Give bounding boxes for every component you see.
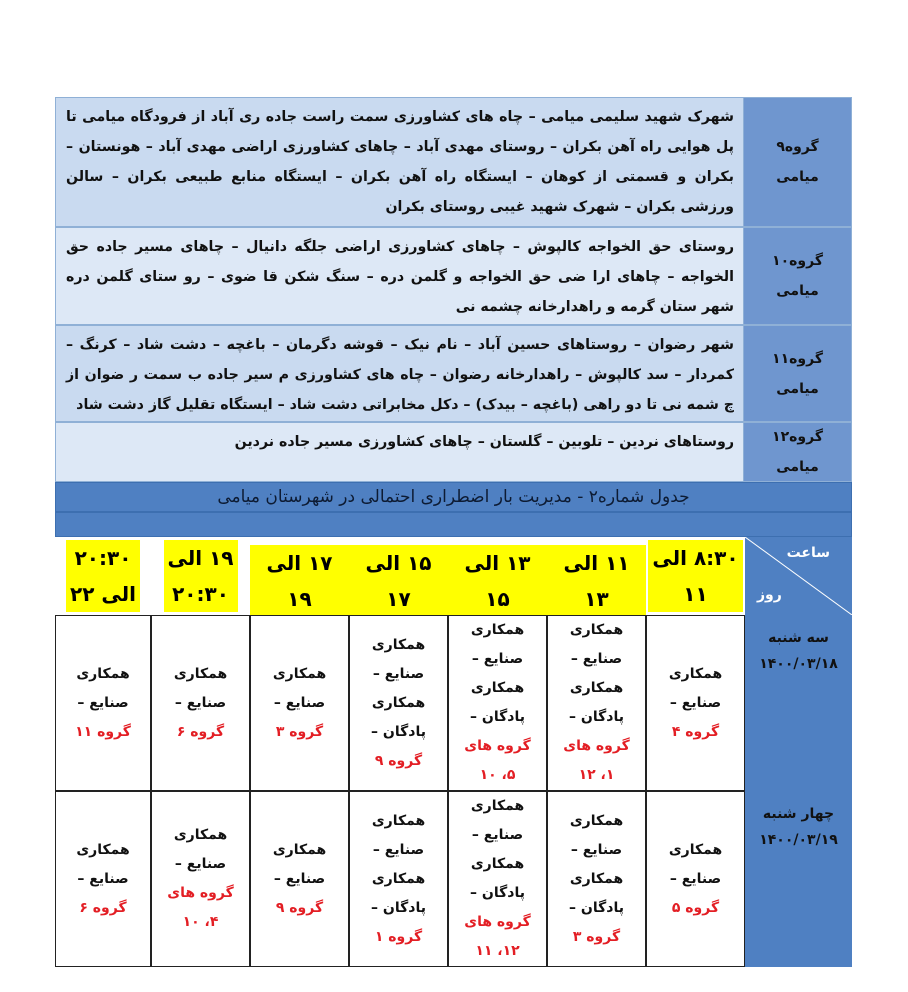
schedule-cell: [250, 791, 349, 967]
cell-group-assignment: ۵، ۱۰: [479, 767, 516, 783]
cell-line: پادگان –: [371, 899, 426, 916]
cell-group-assignment: ۴، ۱۰: [182, 914, 219, 930]
schedule-cell: [547, 615, 646, 791]
cell-line: همکاری: [668, 841, 723, 858]
day-wednesday-name: چهار شنبه: [762, 806, 835, 822]
schedule-cell: [151, 791, 250, 967]
schedule-cell: [250, 615, 349, 791]
cell-line: همکاری: [569, 812, 624, 829]
cell-line: پادگان –: [371, 723, 426, 740]
schedule-cell: [151, 615, 250, 791]
cell-line: همکاری: [76, 665, 130, 682]
group-11-city: میامی: [776, 380, 819, 397]
day-tuesday: [745, 615, 852, 791]
cell-line: صنایع –: [174, 694, 227, 711]
cell-line: همکاری: [173, 827, 228, 843]
cell-line: همکاری: [371, 870, 426, 887]
cell-group-assignment: گروه ۹: [374, 752, 423, 769]
cell-line: همکاری: [569, 870, 624, 887]
time-header-7-line1: ۲۰:۳۰: [74, 546, 132, 570]
schedule-cell: [349, 615, 448, 791]
cell-line: همکاری: [371, 812, 426, 829]
table-title: جدول شماره۲ - مدیریت بار اضطراری احتمالی در شهرستان میامی: [55, 482, 852, 512]
time-header-1: [646, 537, 745, 615]
cell-line: پادگان –: [470, 709, 525, 725]
group-9-areas: شهرک شهید سلیمی میامی – چاه های کشاورزی سمت راست جاده ری آباد از فرودگاه میامی تا پل هوایی راه آهن بکران – روستای مهدی آباد – چاهای کشاورزی اراضی مهدی آباد – هونستان – بکران و قسمتی از کوهان – ایستگاه راه آهن بکران – ایستگاه منابع طبیعی بکران – سالن ورزشی بکران – شهرک شهید غیبی روستای بکران: [56, 98, 744, 226]
cell-group-assignment: گروه های: [563, 738, 630, 754]
cell-line: همکاری: [470, 798, 525, 814]
cell-group-assignment: ۱، ۱۲: [578, 767, 615, 783]
cell-line: صنایع –: [570, 651, 623, 667]
cell-line: صنایع –: [273, 870, 326, 887]
cell-line: همکاری: [173, 665, 228, 682]
cell-line: همکاری: [470, 680, 525, 696]
time-header-1-line1: ۸:۳۰ الی: [652, 546, 739, 570]
cell-group-assignment: گروه ۳: [275, 723, 324, 740]
cell-group-assignment: گروه های: [464, 914, 531, 930]
cell-line: صنایع –: [669, 870, 722, 887]
cell-group-assignment: گروه ۱: [374, 928, 423, 945]
schedule-cell: [448, 615, 547, 791]
time-header-7-line2: الی ۲۲: [70, 582, 136, 606]
time-header-1-line2: ۱۱: [683, 582, 708, 606]
schedule-cell: [547, 791, 646, 967]
cell-group-assignment: گروه ۹: [275, 899, 324, 916]
group-9-label: [743, 98, 851, 226]
cell-line: صنایع –: [372, 841, 425, 858]
cell-line: همکاری: [569, 680, 624, 696]
cell-line: صنایع –: [273, 694, 326, 711]
time-header-3: [448, 537, 547, 615]
day-tuesday-date: ۱۴۰۰/۰۳/۱۸: [759, 656, 838, 672]
cell-line: پادگان –: [569, 709, 624, 725]
cell-line: همکاری: [470, 622, 525, 638]
cell-group-assignment: گروه ۶: [176, 723, 225, 740]
time-header-3-line1: ۱۳ الی ۱۵: [464, 551, 531, 611]
cell-line: صنایع –: [471, 651, 524, 667]
time-header-2: [547, 537, 646, 615]
time-header-5-line1: ۱۷ الی ۱۹: [266, 551, 333, 611]
cell-line: پادگان –: [470, 885, 525, 901]
cell-line: صنایع –: [174, 856, 227, 872]
schedule-cell: [55, 791, 151, 967]
cell-group-assignment: گروه ۶: [79, 899, 127, 916]
cell-group-assignment: گروه های: [167, 885, 234, 901]
cell-line: همکاری: [76, 841, 130, 858]
cell-line: صنایع –: [471, 827, 524, 843]
corner-day-label: روز: [757, 587, 782, 603]
cell-line: صنایع –: [77, 870, 129, 887]
cell-group-assignment: گروه ۵: [671, 899, 720, 916]
cell-line: همکاری: [272, 841, 327, 858]
group-row-10: [55, 227, 852, 325]
group-10-name: گروه۱۰: [772, 253, 823, 269]
cell-group-assignment: گروه های: [464, 738, 531, 754]
group-9-city: میامی: [776, 169, 819, 185]
time-header-4-line1: ۱۵ الی ۱۷: [365, 551, 432, 611]
group-12-areas: روستاهای نردین – تلوبین – گلستان – چاهای کشاورزی مسیر جاده نردین: [56, 423, 744, 481]
cell-line: صنایع –: [77, 694, 129, 711]
corner-header: [745, 537, 852, 615]
schedule-cell: [646, 615, 745, 791]
time-header-7: [55, 537, 151, 615]
time-header-6-line1: ۱۹ الی: [167, 546, 234, 570]
cell-line: همکاری: [470, 856, 525, 872]
group-11-label: [743, 326, 851, 421]
group-9-name: گروه۹: [776, 139, 819, 155]
group-row-11: [55, 325, 852, 422]
title-sub-bar: [55, 512, 852, 537]
time-header-6: [151, 537, 250, 615]
time-header-5: [250, 537, 349, 615]
group-10-city: میامی: [776, 283, 819, 299]
time-header-4: [349, 537, 448, 615]
group-12-label: [743, 423, 851, 481]
group-11-areas: شهر رضوان – روستاهای حسین آباد – نام نیک – قوشه دگرمان – باغچه – دشت شاد – کرنگ – کمردار – سد کالپوش – راهدارخانه رضوان – چاه های کشاورزی م سیر جاده ب سمت ر ضوان از چ شمه نی تا دو راهی (باغچه – بیدک) – دکل مخابراتی دشت شاد – ایستگاه تقلیل گاز دشت شاد: [56, 326, 744, 421]
schedule-cell: [448, 791, 547, 967]
cell-line: صنایع –: [570, 841, 623, 858]
cell-group-assignment: گروه ۳: [572, 928, 621, 945]
schedule-cell: [646, 791, 745, 967]
cell-group-assignment: گروه ۴: [671, 723, 720, 740]
schedule-cell: [55, 615, 151, 791]
group-12-city: میامی: [776, 459, 819, 475]
cell-line: پادگان –: [569, 899, 624, 916]
cell-line: همکاری: [668, 665, 723, 682]
group-row-12: [55, 422, 852, 482]
cell-line: صنایع –: [669, 694, 722, 711]
time-header-2-line1: ۱۱ الی ۱۳: [563, 551, 630, 611]
cell-line: همکاری: [371, 636, 426, 653]
corner-time-label: ساعت: [786, 545, 830, 561]
day-wednesday: [745, 791, 852, 967]
cell-line: همکاری: [371, 694, 426, 711]
cell-line: صنایع –: [372, 665, 425, 682]
cell-line: همکاری: [272, 665, 327, 682]
group-12-name: گروه۱۲: [772, 429, 823, 445]
group-11-name: گروه۱۱: [772, 350, 823, 367]
cell-group-assignment: ۱۲، ۱۱: [475, 943, 520, 959]
group-row-9: [55, 97, 852, 227]
group-10-label: [743, 228, 851, 324]
cell-group-assignment: گروه ۱۱: [75, 723, 131, 740]
time-header-6-line2: ۲۰:۳۰: [172, 582, 229, 606]
group-10-areas: روستای حق الخواجه کالپوش – چاهای کشاورزی اراضی جلگه دانیال – چاهای مسیر جاده حق الخواجه – چاهای ارا ضی حق الخواجه و گلمن دره – سنگ شکن قا ضوی – رو ستای گلمن دره شهر ستان گرمه و راهدارخانه چشمه نی: [56, 228, 744, 324]
day-wednesday-date: ۱۴۰۰/۰۳/۱۹: [759, 832, 838, 848]
cell-line: همکاری: [569, 622, 624, 638]
schedule-cell: [349, 791, 448, 967]
day-tuesday-name: سه شنبه: [768, 630, 829, 646]
